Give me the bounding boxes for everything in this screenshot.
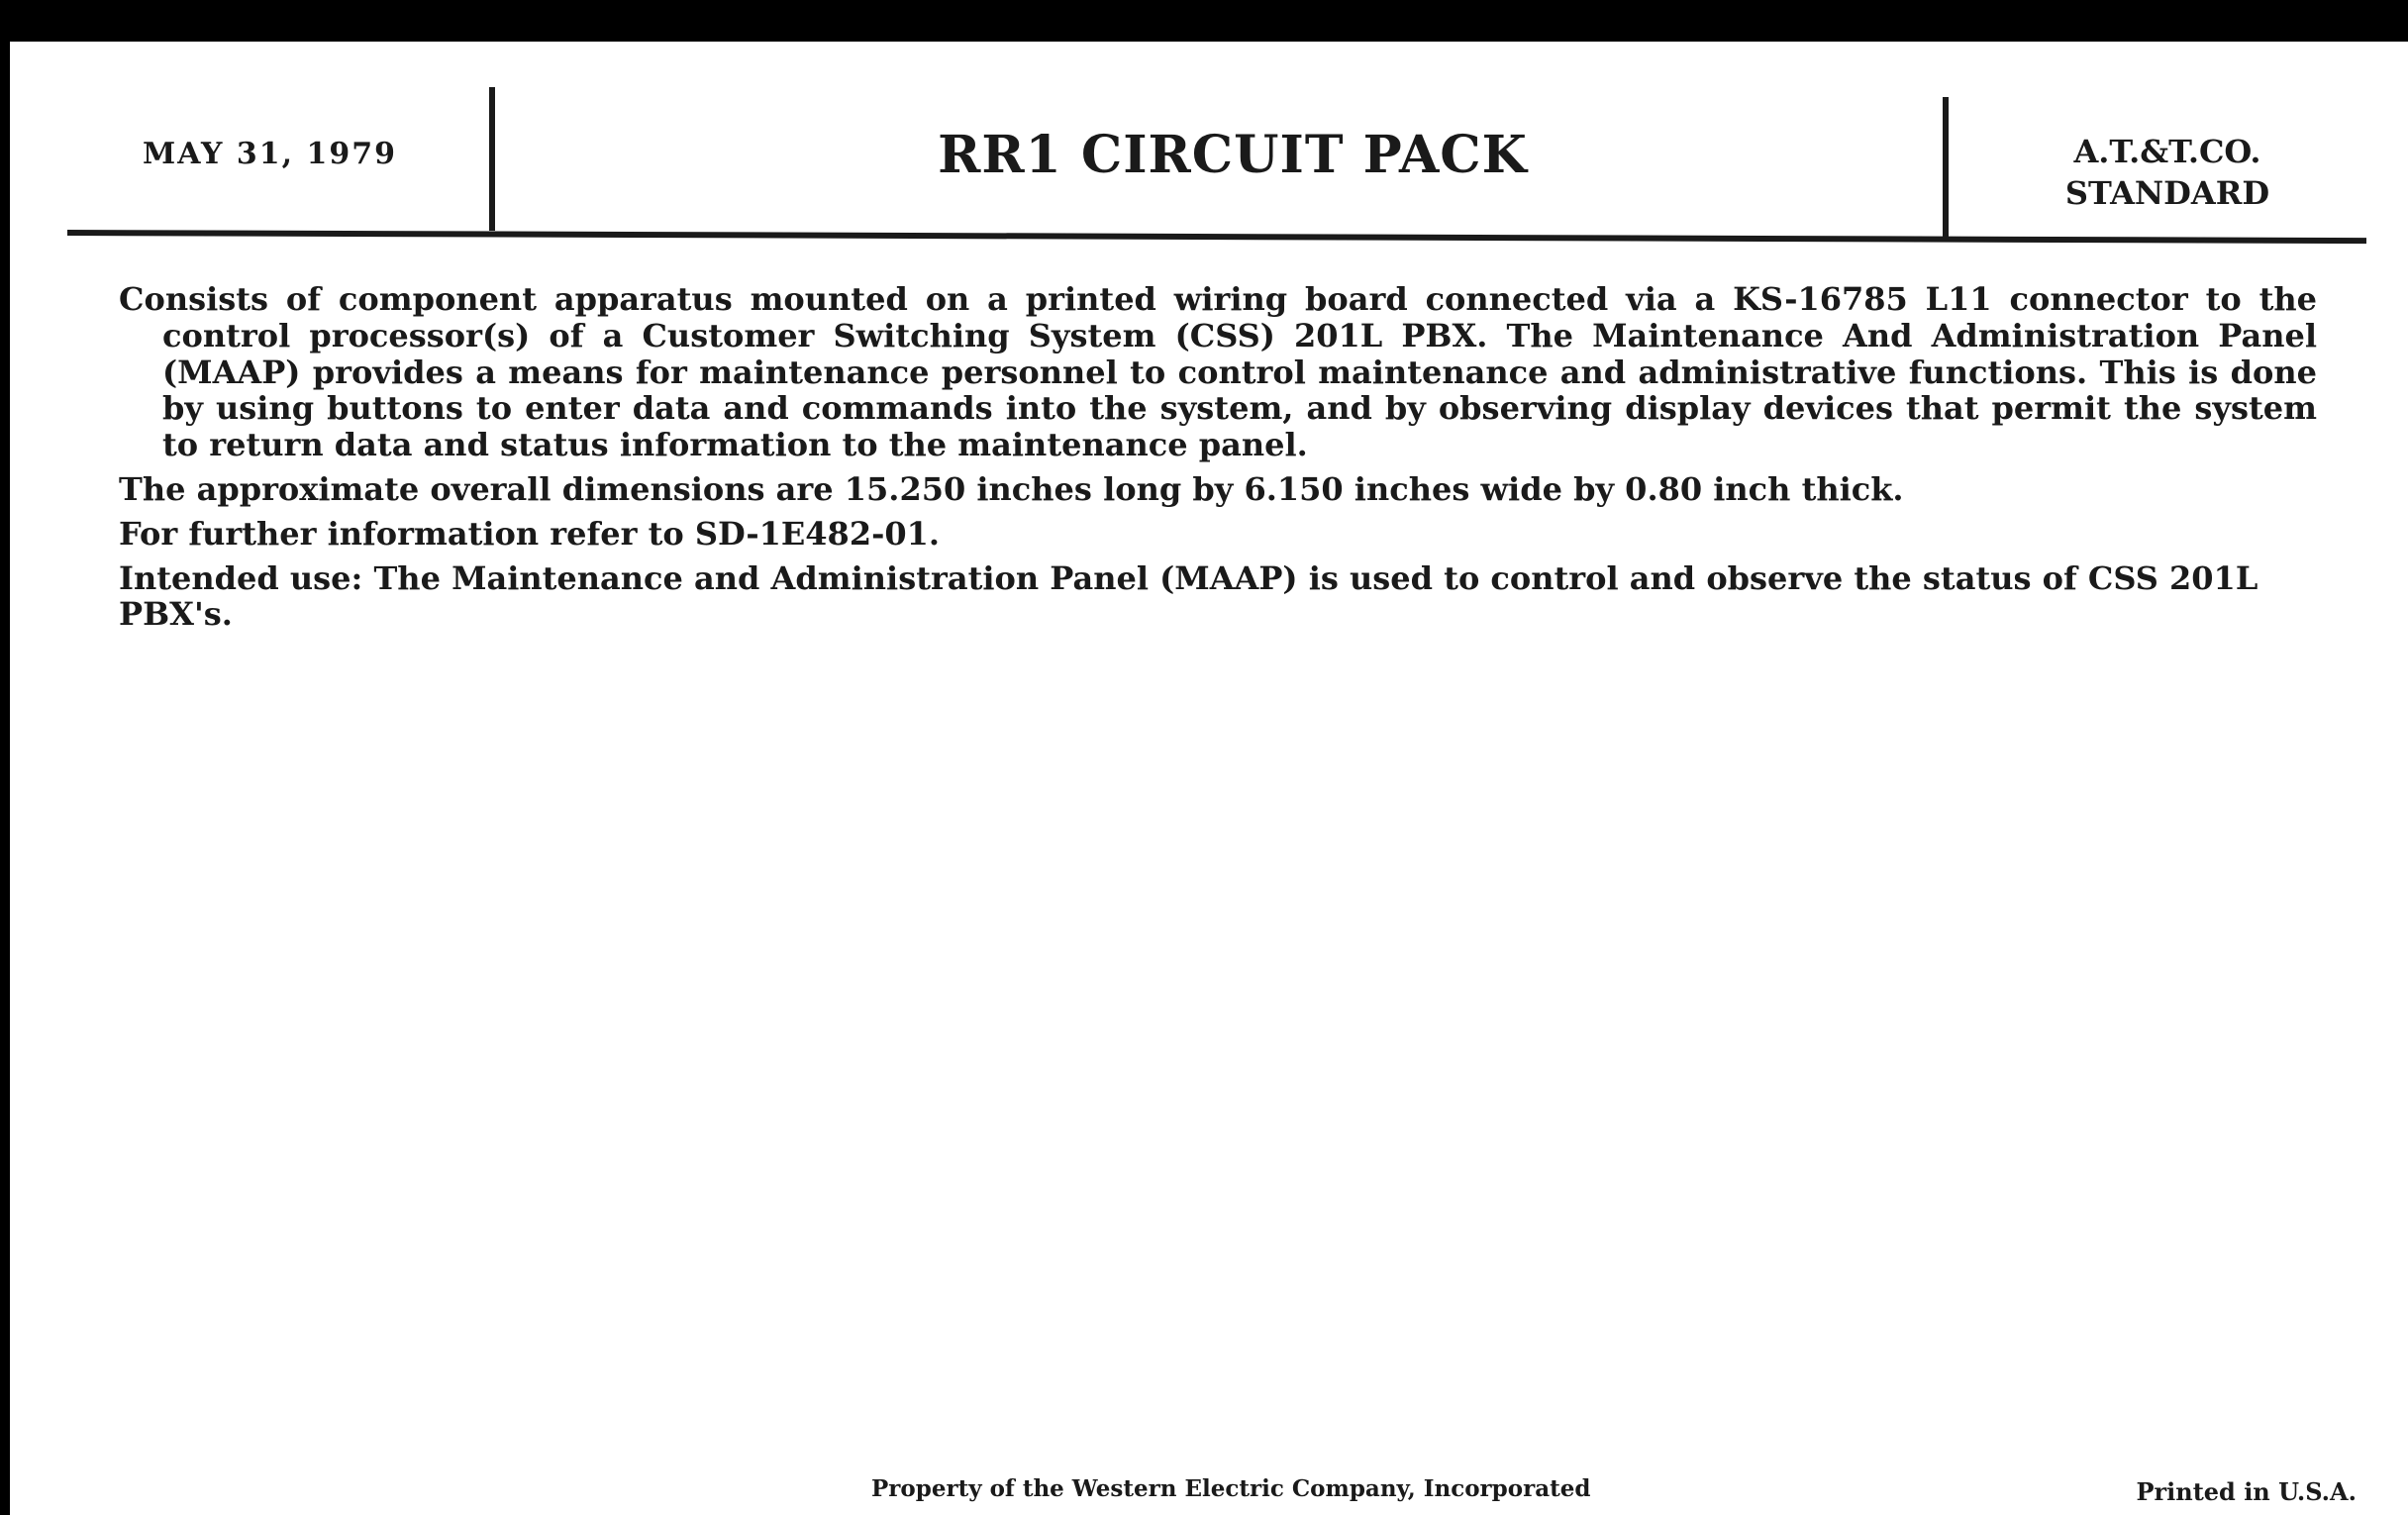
header-divider-right xyxy=(1943,97,1949,241)
description-paragraph: Consists of component apparatus mounted on a printed wiring board connected via a KS-16785 L11 connector to the control processor(s) of a Customer Switching System (CSS) 201L PBX. The Maintenance And Administration Panel (MAAP) provides a means for maintenance personnel to control maintenance and administrative functions. This is done by using buttons to enter data and commands into the system, and by observing display devices that permit the system to return data and status information to the maintenance panel. xyxy=(119,280,2317,464)
reference-paragraph: For further information refer to SD-1E482-01. xyxy=(119,514,941,553)
printed-notice: Printed in U.S.A. xyxy=(2136,1477,2357,1506)
document-title: RR1 CIRCUIT PACK xyxy=(938,125,1528,185)
document-body xyxy=(119,281,2317,641)
standard-label xyxy=(1984,131,2351,214)
standard-text: STANDARD xyxy=(2064,174,2270,212)
dimensions-paragraph: The approximate overall dimensions are 15.250 inches long by 6.150 inches wide by 0.80 inch thick. xyxy=(119,469,1904,508)
property-notice: Property of the Western Electric Company, Incorporated xyxy=(871,1475,1591,1502)
header-divider-left xyxy=(489,87,495,231)
document-card xyxy=(10,42,2408,1515)
document-date: MAY 31, 1979 xyxy=(143,137,397,171)
org-name: A.T.&T.CO. xyxy=(2073,133,2261,170)
intended-use-paragraph: Intended use: The Maintenance and Administration Panel (MAAP) is used to control and observe the status of CSS 201L PBX's. xyxy=(119,558,2258,634)
